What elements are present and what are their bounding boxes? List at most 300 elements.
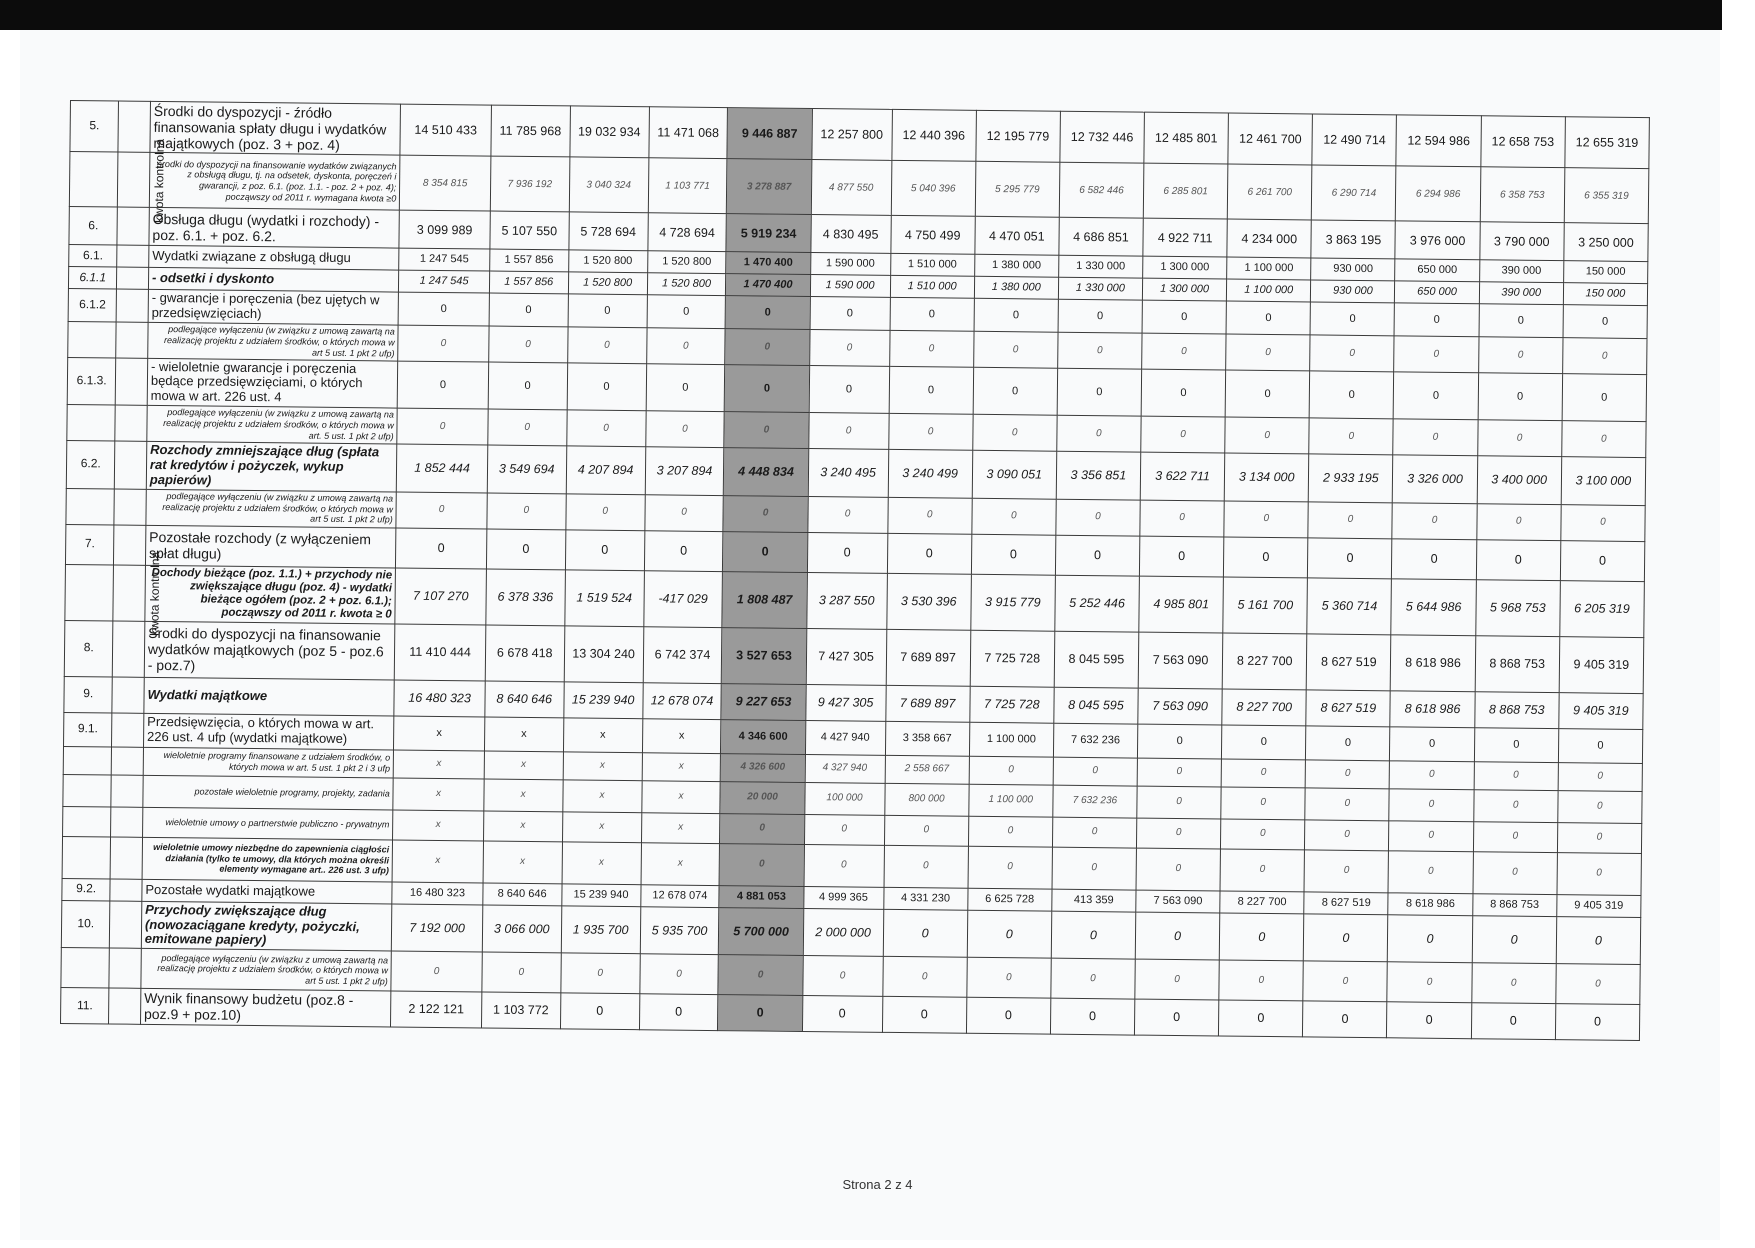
side-label	[113, 621, 145, 677]
value-cell: 8 618 986	[1390, 690, 1475, 727]
value-cell: 0	[973, 367, 1058, 416]
value-cell: x	[562, 841, 641, 884]
page-number: Strona 2 z 4	[842, 1177, 913, 1192]
row-description: wieloletnie programy finansowane z udziałem środków, o których mowa w art. 5 ust. 1 pkt 2 i 3 ufp	[143, 747, 394, 778]
value-cell: 0	[718, 955, 803, 996]
value-cell: 16 480 323	[392, 882, 483, 905]
row-description: Przychody zwiększające dług (nowozaciągane kredyty, pożyczki, emitowane papiery)	[141, 901, 392, 952]
value-cell: -417 029	[643, 570, 722, 627]
value-cell: 1 520 800	[568, 272, 647, 295]
value-cell: 0	[1139, 536, 1224, 577]
value-cell: 1 247 545	[399, 248, 490, 271]
side-label	[111, 775, 143, 807]
value-cell: x	[642, 718, 721, 753]
value-cell: 7 632 236	[1053, 723, 1138, 758]
value-cell: 0	[488, 362, 567, 411]
row-number: 6.	[69, 207, 118, 246]
value-cell: 0	[1479, 304, 1564, 338]
value-cell: x	[484, 717, 563, 752]
value-cell: x	[484, 779, 563, 812]
value-cell: 150 000	[1563, 283, 1647, 306]
value-cell: 9 405 319	[1559, 636, 1644, 693]
value-cell: 1 470 400	[726, 274, 810, 297]
value-cell: 5 295 779	[975, 162, 1060, 218]
value-cell: 8 627 519	[1304, 891, 1388, 914]
value-cell: 3 326 000	[1393, 455, 1478, 504]
row-number	[63, 806, 112, 837]
row-number	[68, 322, 117, 358]
side-label	[118, 101, 150, 153]
value-cell: 6 290 714	[1312, 165, 1397, 221]
value-cell: 12 678 074	[642, 682, 721, 719]
value-cell: 0	[1309, 370, 1394, 419]
value-cell: 0	[719, 843, 804, 886]
value-cell: 4 331 230	[883, 887, 967, 910]
value-cell: 0	[887, 497, 972, 534]
value-cell: 0	[1561, 421, 1646, 457]
value-cell: 6 582 446	[1059, 162, 1144, 218]
value-cell: 3 099 989	[399, 210, 490, 249]
budget-table	[60, 100, 1650, 1041]
value-cell: 100 000	[804, 782, 884, 815]
value-cell: 3 622 711	[1140, 452, 1225, 501]
value-cell: 7 632 236	[1053, 785, 1137, 818]
value-cell: 0	[1142, 333, 1227, 369]
value-cell: 0	[1135, 912, 1220, 961]
row-number	[65, 564, 114, 621]
value-cell: 0	[646, 363, 725, 412]
value-cell: 0	[974, 299, 1059, 333]
value-cell: 7 936 192	[490, 156, 569, 212]
value-cell: 390 000	[1479, 282, 1563, 305]
value-cell: x	[562, 811, 641, 842]
value-cell: 4 750 499	[890, 216, 975, 255]
value-cell: 12 461 700	[1228, 113, 1313, 165]
row-description: - gwarancje i poręczenia (bez ujętych w przedsięwzięciach)	[148, 290, 399, 326]
value-cell: 0	[725, 296, 810, 330]
row-description: Rozchody zmniejszające dług (spłata rat kredytów i pożyczek, wykup papierów)	[146, 441, 397, 492]
value-cell: 0	[567, 362, 646, 411]
value-cell: x	[393, 778, 484, 811]
value-cell: 0	[1562, 373, 1647, 422]
value-cell: 0	[1055, 535, 1140, 576]
value-cell: 0	[1478, 337, 1563, 373]
value-cell: 0	[1225, 417, 1310, 453]
value-cell: x	[483, 811, 562, 842]
value-cell: x	[641, 780, 720, 813]
value-cell: 6 205 319	[1560, 580, 1645, 637]
value-cell: 0	[807, 496, 887, 533]
value-cell: 0	[967, 958, 1052, 999]
value-cell: x	[641, 842, 720, 885]
value-cell: 0	[1057, 368, 1142, 417]
value-cell: 0	[1142, 300, 1227, 334]
row-description: Wynik finansowy budżetu (poz.8 - poz.9 + poz.10)	[140, 989, 391, 1027]
value-cell: 0	[1471, 963, 1556, 1004]
value-cell: 1 852 444	[397, 444, 488, 493]
value-cell: 11 410 444	[395, 624, 486, 681]
value-cell: 0	[1220, 849, 1305, 892]
value-cell: 390 000	[1479, 260, 1563, 283]
value-cell: 0	[1555, 1004, 1640, 1040]
value-cell: 0	[1137, 758, 1221, 787]
value-cell: 0	[884, 815, 968, 846]
row-number	[62, 836, 111, 879]
value-cell: 6 378 336	[486, 569, 565, 626]
value-cell: 0	[1557, 822, 1642, 853]
value-cell: 15 239 940	[561, 883, 640, 906]
row-description: Środki do dyspozycji na finansowanie wydatków majątkowych (poz 5 - poz.6 - poz.7)	[144, 621, 395, 680]
value-cell: 0	[1388, 914, 1473, 963]
value-cell: 413 359	[1052, 889, 1136, 912]
value-cell: 0	[486, 529, 565, 570]
value-cell: 0	[1393, 419, 1478, 455]
value-cell: 2 558 667	[885, 755, 969, 784]
value-cell: 0	[1474, 727, 1559, 762]
value-cell: 12 594 986	[1396, 115, 1481, 167]
value-cell: 0	[397, 361, 488, 410]
row-description: wieloletnie umowy o partnerstwie publiczno - prywatnym	[142, 807, 393, 840]
value-cell: 0	[391, 951, 482, 992]
row-description: Wydatki związane z obsługą długu	[149, 246, 400, 271]
value-cell: 1 520 800	[647, 251, 726, 274]
value-cell: 4 999 365	[803, 886, 883, 909]
table-sheet	[60, 100, 1650, 1041]
row-description: pozostałe wieloletnie programy, projekty, zadania	[143, 775, 394, 810]
row-description: Dochody bieżące (poz. 1.1.) + przychody nie zwiększające długu (poz. 4) - wydatki bieżące ogółem (poz. 2 + poz. 6.1.); począwszy od 2011 r. kwota ≥ 0	[145, 565, 396, 624]
value-cell: 0	[720, 813, 804, 844]
value-cell: 0	[725, 364, 810, 413]
value-cell: x	[394, 716, 485, 751]
value-cell: 0	[1226, 334, 1311, 370]
value-cell: 0	[396, 528, 487, 569]
value-cell: 1 103 772	[481, 992, 560, 1028]
value-cell: 0	[1473, 789, 1557, 822]
value-cell: 5 968 753	[1475, 579, 1560, 636]
value-cell: 3 527 653	[722, 627, 807, 684]
value-cell: 0	[969, 756, 1053, 785]
value-cell: 6 625 728	[967, 888, 1051, 911]
value-cell: 150 000	[1563, 261, 1647, 284]
value-cell: 0	[1305, 759, 1389, 788]
value-cell: 4 346 600	[721, 719, 806, 754]
value-cell: 0	[1052, 817, 1136, 848]
value-cell: 1 300 000	[1143, 256, 1227, 279]
value-cell: 4 686 851	[1059, 217, 1144, 256]
row-number	[63, 774, 112, 807]
side-label	[112, 713, 144, 747]
value-cell: 0	[1476, 503, 1561, 540]
value-cell: 0	[890, 298, 975, 332]
value-cell: x	[642, 752, 721, 781]
value-cell: 0	[566, 410, 645, 446]
value-cell: 0	[1304, 913, 1389, 962]
value-cell: 1 100 000	[1227, 279, 1311, 302]
value-cell: 0	[808, 413, 888, 449]
value-cell: 0	[566, 493, 645, 530]
value-cell: 8 640 646	[485, 681, 564, 718]
value-cell: 8 354 815	[400, 155, 491, 211]
value-cell: 0	[1303, 1001, 1388, 1037]
value-cell: 0	[646, 328, 725, 364]
value-cell: 0	[1471, 1003, 1556, 1039]
value-cell: 4 728 694	[647, 213, 726, 252]
row-number: 6.1.1	[68, 267, 117, 290]
value-cell: 0	[1390, 760, 1474, 789]
row-number: 6.1.	[69, 245, 118, 268]
value-cell: 0	[1221, 819, 1305, 850]
row-number: 9.	[64, 676, 113, 713]
value-cell: 0	[1224, 501, 1309, 538]
value-cell: 1 100 000	[1227, 257, 1311, 280]
value-cell: 1 300 000	[1142, 278, 1226, 301]
value-cell: 3 287 550	[806, 572, 887, 629]
value-cell: 1 808 487	[722, 571, 807, 628]
value-cell: 20 000	[720, 781, 804, 814]
side-label	[116, 358, 148, 406]
row-description: podlegające wyłączeniu (w związku z umową zawartą na realizację projektu z udziałem środków, o których mowa w art 5 ust. 1 pkt 2 ufp)	[148, 323, 399, 361]
row-description: Przedsięwzięcia, o których mowa w art. 226 ust. 4 ufp (wydatki majątkowe)	[143, 713, 394, 750]
value-cell: 0	[888, 414, 973, 450]
value-cell: 3 976 000	[1395, 221, 1480, 260]
row-number: 10.	[61, 900, 110, 948]
value-cell: 1 510 000	[890, 276, 974, 299]
value-cell: 7 192 000	[392, 904, 483, 953]
value-cell: 8 618 986	[1391, 634, 1476, 691]
value-cell: 3 530 396	[886, 573, 971, 630]
value-cell: 4 985 801	[1139, 576, 1224, 633]
value-cell: 0	[1557, 852, 1642, 895]
value-cell: 4 448 834	[724, 447, 809, 496]
value-cell: 0	[1140, 500, 1225, 537]
value-cell: 0	[1477, 420, 1562, 456]
value-cell: 5 252 446	[1055, 575, 1140, 632]
value-cell: 9 427 305	[805, 684, 885, 721]
side-label	[116, 322, 148, 358]
value-cell: 0	[889, 331, 974, 367]
value-cell: 6 261 700	[1227, 164, 1312, 220]
value-cell: 13 304 240	[564, 625, 643, 682]
value-cell: 3 040 324	[569, 157, 648, 213]
value-cell: 0	[967, 910, 1052, 959]
value-cell: 3 100 000	[1561, 456, 1646, 505]
value-cell: 6 358 753	[1480, 167, 1565, 223]
side-label	[114, 525, 146, 565]
value-cell: 6 294 986	[1396, 166, 1481, 222]
value-cell: 5 919 234	[726, 214, 811, 253]
value-cell: 0	[972, 415, 1057, 451]
value-cell: 1 103 771	[648, 158, 727, 214]
value-cell: 0	[1563, 305, 1648, 339]
value-cell: 0	[1560, 540, 1645, 581]
value-cell: 3 915 779	[970, 574, 1055, 631]
value-cell: 0	[810, 297, 890, 331]
value-cell: 0	[1219, 960, 1304, 1001]
side-label	[117, 267, 149, 289]
value-cell: 7 725 728	[969, 686, 1054, 723]
value-cell: 0	[968, 816, 1052, 847]
value-cell: 0	[718, 995, 803, 1031]
value-cell: 3 240 499	[888, 449, 973, 498]
value-cell: 9 405 319	[1557, 894, 1641, 917]
value-cell: 0	[1556, 964, 1641, 1005]
value-cell: 1 330 000	[1058, 277, 1142, 300]
side-label	[117, 245, 149, 267]
value-cell: 0	[1394, 336, 1479, 372]
value-cell: 0	[1222, 725, 1307, 760]
value-cell: 0	[560, 993, 639, 1029]
value-cell: 0	[1389, 820, 1473, 851]
row-number	[67, 405, 116, 441]
value-cell: 0	[889, 366, 974, 415]
value-cell: 800 000	[884, 783, 968, 816]
value-cell: 8 618 986	[1388, 892, 1472, 915]
value-cell: 7 725 728	[970, 630, 1055, 687]
side-label	[112, 747, 144, 775]
value-cell: x	[562, 779, 641, 812]
value-cell: 1 520 800	[568, 250, 647, 273]
row-number	[61, 948, 110, 989]
value-cell: 0	[1558, 728, 1643, 763]
value-cell: 4 830 495	[810, 215, 890, 254]
value-cell: 8 227 700	[1222, 689, 1307, 726]
row-description: podlegające wyłączeniu (w związku z umową zawartą na realizację projektu z udziałem środków, o których mowa w art. 5 ust. 1 pkt 2 ufp)	[147, 406, 398, 444]
side-label	[109, 948, 141, 988]
value-cell: 11 785 968	[491, 105, 570, 157]
value-cell: 5 040 396	[891, 161, 976, 217]
value-cell: 0	[1051, 959, 1136, 1000]
value-cell: 9 405 319	[1559, 692, 1644, 729]
row-description: Obsługa długu (wydatki i rozchody) - poz. 6.1. + poz. 6.2.	[149, 208, 400, 249]
value-cell: 0	[647, 295, 726, 329]
document-page	[20, 30, 1720, 1240]
value-cell: 0	[398, 292, 489, 326]
row-number	[63, 746, 112, 775]
value-cell: 0	[1562, 338, 1647, 374]
value-cell: 1 590 000	[810, 275, 890, 298]
row-description: Wydatki majątkowe	[144, 677, 395, 716]
value-cell: 0	[487, 493, 566, 530]
value-cell: 0	[1305, 819, 1389, 850]
value-cell: 12 490 714	[1312, 114, 1397, 166]
side-label	[116, 289, 148, 322]
value-cell: 0	[1221, 787, 1305, 820]
value-cell: 3 790 000	[1479, 222, 1564, 261]
value-cell: 0	[802, 956, 882, 997]
value-cell: x	[483, 841, 562, 884]
value-cell: 0	[1219, 913, 1304, 962]
side-label	[110, 879, 142, 901]
value-cell: 7 107 270	[395, 568, 486, 625]
value-cell: 8 227 700	[1222, 633, 1307, 690]
row-description: wieloletnie umowy niezbędne do zapewnienia ciągłości działania (tylko te umowy, dla których można określi elementy wymagane art.. 226 ust. 3 ufp)	[142, 837, 393, 882]
row-description: Pozostałe rozchody (z wyłączeniem spłat długu)	[145, 525, 396, 568]
value-cell: 1 590 000	[810, 253, 890, 276]
value-cell: 0	[565, 529, 644, 570]
value-cell: 0	[1051, 911, 1136, 960]
value-cell: 4 922 711	[1143, 218, 1228, 257]
value-cell: 0	[644, 494, 723, 531]
value-cell: x	[393, 750, 484, 779]
value-cell: 5 360 714	[1307, 577, 1392, 634]
value-cell: 0	[807, 532, 887, 573]
value-cell: 3 863 195	[1311, 220, 1396, 259]
value-cell: 0	[1558, 790, 1643, 823]
value-cell: 1 520 800	[647, 273, 726, 296]
value-cell: 0	[1057, 416, 1142, 452]
control-amount-label: kwota kontrolna	[152, 138, 168, 223]
value-cell: 9 227 653	[721, 683, 806, 720]
value-cell: 5 161 700	[1223, 577, 1308, 634]
value-cell: 4 207 894	[566, 446, 645, 495]
value-cell: 7 689 897	[885, 685, 970, 722]
scan-top-border	[0, 0, 1722, 30]
value-cell: 0	[884, 845, 969, 888]
value-cell: 1 557 856	[489, 271, 568, 294]
value-cell: 4 470 051	[975, 217, 1060, 256]
value-cell: 0	[1558, 762, 1643, 791]
value-cell: 0	[1058, 299, 1143, 333]
value-cell: x	[563, 751, 642, 780]
value-cell: 7 563 090	[1138, 632, 1223, 689]
value-cell: 4 881 053	[719, 885, 803, 908]
value-cell: 1 330 000	[1058, 255, 1142, 278]
row-number: 5.	[70, 101, 119, 153]
value-cell: 0	[1478, 372, 1563, 421]
value-cell: 0	[1390, 726, 1475, 761]
value-cell: 0	[1473, 821, 1557, 852]
value-cell: x	[393, 810, 484, 841]
value-cell: 0	[802, 996, 882, 1032]
value-cell: 8 045 595	[1054, 631, 1139, 688]
value-cell: 0	[1304, 849, 1389, 892]
value-cell: 0	[645, 411, 724, 447]
value-cell: 6 742 374	[643, 626, 722, 683]
value-cell: 0	[1308, 501, 1393, 538]
value-cell: 7 563 090	[1138, 688, 1223, 725]
value-cell: 12 485 801	[1144, 112, 1229, 164]
value-cell: 0	[1308, 537, 1393, 578]
value-cell: 8 627 519	[1306, 689, 1391, 726]
value-cell: 0	[1141, 369, 1226, 418]
value-cell: 3 358 667	[885, 721, 970, 756]
value-cell: 1 519 524	[564, 569, 643, 626]
value-cell: 3 400 000	[1477, 455, 1562, 504]
value-cell: 0	[1141, 416, 1226, 452]
value-cell: 0	[1474, 761, 1558, 790]
value-cell: 0	[1392, 538, 1477, 579]
value-cell: 1 100 000	[968, 784, 1052, 817]
value-cell: 0	[968, 846, 1053, 889]
value-cell: 0	[882, 997, 967, 1033]
row-number	[69, 152, 118, 208]
value-cell: 0	[1387, 1002, 1472, 1038]
value-cell: 0	[561, 953, 640, 994]
value-cell: 3 240 495	[808, 448, 888, 497]
value-cell: 12 658 753	[1480, 116, 1565, 168]
value-cell: 3 278 887	[727, 159, 812, 215]
value-cell: 0	[1137, 724, 1222, 759]
value-cell: 0	[488, 326, 567, 362]
value-cell: 0	[1387, 962, 1472, 1003]
value-cell: 6 355 319	[1564, 168, 1649, 224]
value-cell: 0	[1561, 504, 1646, 541]
value-cell: 14 510 433	[400, 104, 491, 156]
value-cell: 3 549 694	[487, 445, 566, 494]
value-cell: 2 933 195	[1309, 454, 1394, 503]
value-cell: 0	[1225, 370, 1310, 419]
value-cell: 0	[1226, 301, 1311, 335]
